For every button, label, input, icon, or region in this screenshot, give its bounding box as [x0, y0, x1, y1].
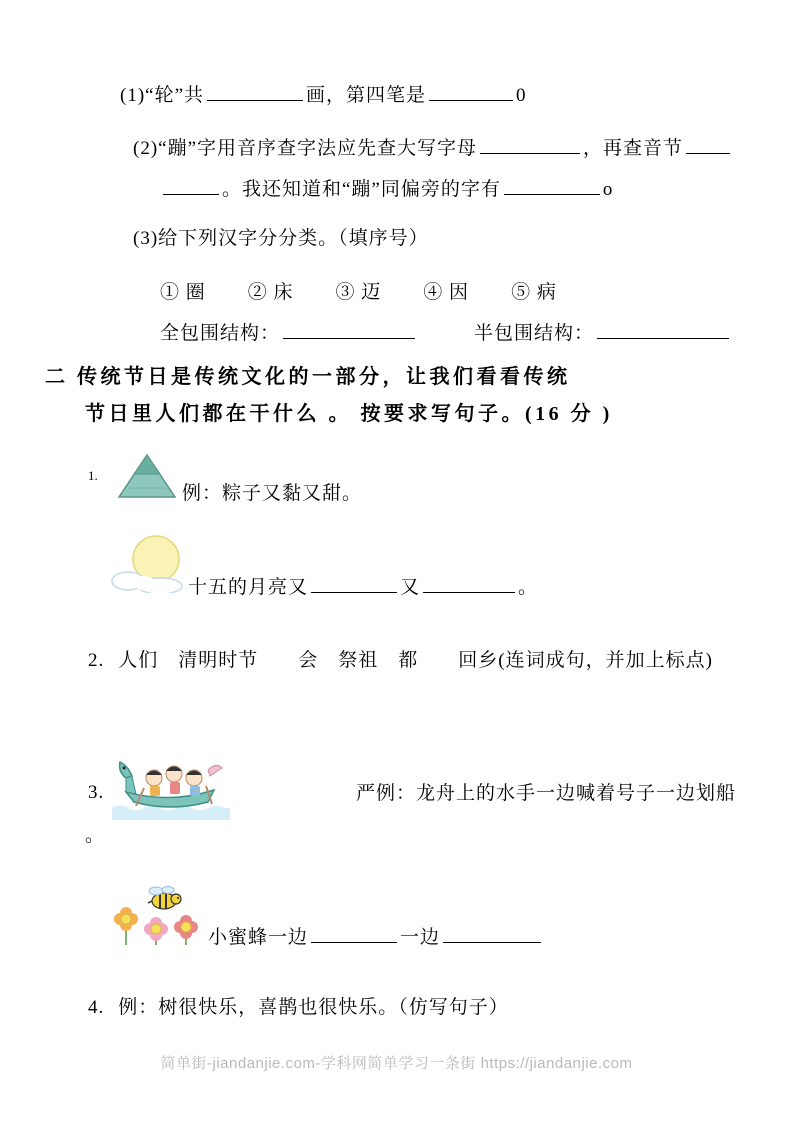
section-2-heading-line1: 二 传统节日是传统文化的一部分，让我们看看传统 — [45, 366, 571, 388]
bee-blank-2 — [443, 923, 541, 943]
bee-fill-text-2: 一边 — [400, 927, 441, 948]
item-1-number: 1. — [88, 468, 98, 483]
q1-text-2: 画，第四笔是 — [306, 85, 427, 106]
question-1-1 — [120, 80, 527, 107]
item-4-line — [88, 992, 509, 1019]
zongzi-illustration — [116, 452, 178, 500]
option-1: ① 圈 — [160, 282, 206, 303]
moon-fill-text-3: 。 — [518, 577, 539, 598]
item-1-example: 例：粽子又黏又甜。 — [182, 483, 363, 504]
bee-flowers-illustration — [112, 885, 212, 947]
q2-blank-4 — [504, 175, 600, 195]
item-3-number: 3. — [88, 782, 105, 803]
flower-3 — [174, 915, 198, 939]
full-enclosure-label: 全包围结构： — [160, 323, 281, 344]
item-3-fill-line — [208, 922, 544, 949]
bee-blank-1 — [311, 923, 397, 943]
option-2: ② 床 — [247, 282, 294, 303]
q2-text-3: 。我还知道和“蹦”同偏旁的字有 — [222, 179, 501, 200]
character-options — [160, 277, 557, 304]
half-enclosure-blank — [597, 319, 729, 339]
q1-blank-1 — [207, 81, 303, 101]
section-2-heading-line2: 节日里人们都在干什么 。 按要求写句子。(16 分 ) — [85, 403, 613, 425]
item-2-line — [88, 645, 713, 672]
q1-text-3: 0 — [516, 85, 527, 106]
moon-fill-text-2: 又 — [400, 577, 421, 598]
moon-fill-text-1: 十五的月亮又 — [188, 577, 309, 598]
bee-fill-text-1: 小蜜蜂一边 — [208, 927, 309, 948]
item-3-example: 严例：龙舟上的水手一边喊着号子一边划船 — [356, 783, 737, 804]
footer-watermark: 简单街-jiandanjie.com-学科网简单学习一条街 https://jiandanjie.com — [160, 1055, 633, 1072]
q1-text-1: (1)“轮”共 — [120, 85, 205, 106]
q3-text: (3)给下列汉字分分类。（填序号） — [133, 228, 429, 249]
option-3: ③ 迈 — [335, 282, 382, 303]
q1-blank-2 — [429, 81, 513, 101]
item-1-fill-line — [188, 572, 538, 599]
q2-blank-3 — [163, 175, 219, 195]
question-1-2-line2 — [160, 174, 613, 201]
question-1-3 — [133, 223, 429, 250]
item-4-text: 例：树很快乐，喜鹊也很快乐。（仿写句子） — [118, 997, 509, 1018]
half-enclosure-label: 半包围结构： — [474, 323, 595, 344]
option-5: ⑤ 病 — [511, 282, 557, 303]
bee — [148, 887, 181, 910]
item-2-number: 2. — [88, 650, 105, 671]
q2-text-1: (2)“蹦”字用音序查字法应先查大写字母 — [133, 138, 478, 159]
moon-blank-1 — [311, 573, 397, 593]
item-4-number: 4. — [88, 997, 105, 1018]
flower-2 — [144, 917, 168, 941]
flower-1 — [114, 907, 138, 931]
option-4: ④ 因 — [423, 282, 470, 303]
q2-blank-1 — [480, 134, 580, 154]
item-2-text: 人们 清明时节 会 祭祖 都 回乡(连词成句，并加上标点) — [118, 650, 713, 671]
q2-blank-2 — [686, 134, 730, 154]
classification-line — [160, 318, 732, 345]
moon-illustration — [110, 533, 192, 593]
q2-text-4: o — [602, 179, 614, 200]
dragon-boat-illustration — [112, 748, 230, 820]
moon-blank-2 — [423, 573, 515, 593]
q2-text-2: ，再查音节 — [583, 138, 684, 159]
item-3-example-period: 。 — [85, 825, 106, 846]
question-1-2-line1 — [133, 133, 733, 160]
full-enclosure-blank — [283, 319, 415, 339]
